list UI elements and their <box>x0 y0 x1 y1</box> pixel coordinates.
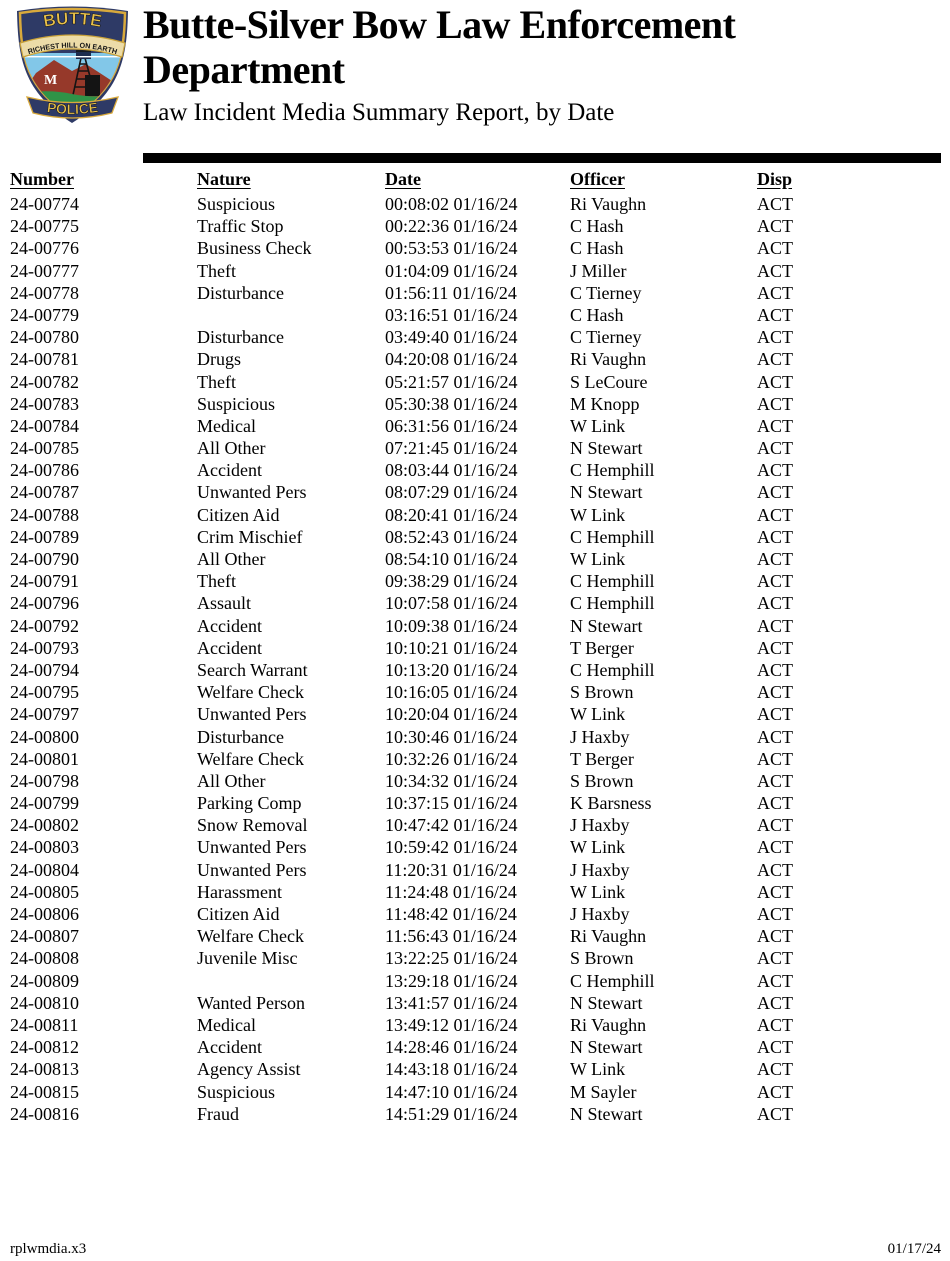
cell-date: 10:20:04 01/16/24 <box>385 704 518 725</box>
cell-number: 24-00805 <box>10 881 79 902</box>
cell-nature <box>197 304 385 326</box>
cell-date: 13:41:57 01/16/24 <box>385 992 518 1013</box>
cell-number: 24-00793 <box>10 637 79 658</box>
cell-number: 24-00775 <box>10 216 79 237</box>
cell-disp: ACT <box>757 704 793 725</box>
cell-officer: C Hash <box>570 216 624 237</box>
cell-number: 24-00809 <box>10 970 79 991</box>
cell-number: 24-00794 <box>10 659 79 680</box>
cell-number: 24-00816 <box>10 1103 79 1124</box>
cell-date: 04:20:08 01/16/24 <box>385 349 518 370</box>
cell-number: 24-00780 <box>10 327 79 348</box>
table-row <box>10 748 941 770</box>
cell-officer: T Berger <box>570 748 634 769</box>
cell-date: 13:22:25 01/16/24 <box>385 948 518 969</box>
cell-number: 24-00795 <box>10 682 79 703</box>
cell-date: 10:59:42 01/16/24 <box>385 837 518 858</box>
cell-disp: ACT <box>757 637 793 658</box>
cell-date: 08:20:41 01/16/24 <box>385 504 518 525</box>
cell-officer: K Barsness <box>570 793 652 814</box>
cell-number: 24-00799 <box>10 793 79 814</box>
table-row <box>10 260 941 282</box>
table-row <box>10 215 941 237</box>
cell-disp: ACT <box>757 793 793 814</box>
cell-disp: ACT <box>757 970 793 991</box>
table-row <box>10 836 941 858</box>
cell-nature: Fraud <box>197 1103 239 1124</box>
badge-police-text: POLICE <box>46 99 99 118</box>
cell-officer: W Link <box>570 704 626 725</box>
cell-nature: Disturbance <box>197 282 284 303</box>
cell-disp: ACT <box>757 837 793 858</box>
cell-date: 10:32:26 01/16/24 <box>385 748 518 769</box>
cell-date: 10:34:32 01/16/24 <box>385 770 518 791</box>
badge-banner-text: RICHEST HILL ON EARTH <box>26 40 119 57</box>
cell-officer: C Hash <box>570 238 624 259</box>
table-row <box>10 548 941 570</box>
cell-disp: ACT <box>757 349 793 370</box>
cell-officer: C Hemphill <box>570 526 655 547</box>
table-row <box>10 504 941 526</box>
table-row <box>10 393 941 415</box>
table-body <box>10 193 941 1125</box>
cell-nature: Suspicious <box>197 194 276 214</box>
cell-number: 24-00787 <box>10 482 79 503</box>
table-row <box>10 1103 941 1125</box>
cell-officer: Ri Vaughn <box>570 349 647 370</box>
table-row <box>10 481 941 503</box>
cell-disp: ACT <box>757 1037 793 1058</box>
cell-date: 13:49:12 01/16/24 <box>385 1014 518 1035</box>
footer-report-id: rplwmdia.x3 <box>10 1241 87 1257</box>
cell-number: 24-00800 <box>10 726 79 747</box>
cell-officer: S Brown <box>570 948 634 969</box>
cell-disp: ACT <box>757 748 793 769</box>
cell-number: 24-00813 <box>10 1059 79 1080</box>
cell-nature: Unwanted Pers <box>197 482 307 503</box>
cell-nature: Accident <box>197 460 262 481</box>
cell-date: 10:07:58 01/16/24 <box>385 593 518 614</box>
cell-nature: Disturbance <box>197 327 284 348</box>
cell-disp: ACT <box>757 815 793 836</box>
cell-nature: Medical <box>197 415 256 436</box>
cell-number: 24-00798 <box>10 770 79 791</box>
column-header-date: Date <box>385 169 421 189</box>
cell-date: 14:51:29 01/16/24 <box>385 1103 518 1124</box>
cell-nature: Harassment <box>197 881 282 902</box>
table-row <box>10 681 941 703</box>
cell-number: 24-00784 <box>10 415 79 436</box>
table-row <box>10 615 941 637</box>
cell-date: 05:30:38 01/16/24 <box>385 393 518 414</box>
table-row <box>10 903 941 925</box>
cell-number: 24-00802 <box>10 815 79 836</box>
cell-date: 03:49:40 01/16/24 <box>385 327 518 348</box>
cell-number: 24-00776 <box>10 238 79 259</box>
cell-number: 24-00790 <box>10 549 79 569</box>
cell-officer: J Miller <box>570 260 627 281</box>
cell-date: 08:54:10 01/16/24 <box>385 549 518 569</box>
badge-mine-building <box>85 75 100 96</box>
cell-disp: ACT <box>757 859 793 880</box>
cell-number: 24-00804 <box>10 859 79 880</box>
cell-disp: ACT <box>757 194 793 214</box>
table-row <box>10 193 941 215</box>
cell-date: 01:04:09 01/16/24 <box>385 260 518 281</box>
cell-disp: ACT <box>757 504 793 525</box>
cell-number: 24-00788 <box>10 504 79 525</box>
badge-top-text: BUTTE <box>41 8 104 31</box>
badge-headframe-top <box>76 51 91 59</box>
cell-number: 24-00797 <box>10 704 79 725</box>
column-header-disp: Disp <box>757 169 793 189</box>
cell-nature: Unwanted Pers <box>197 837 307 858</box>
cell-officer: Ri Vaughn <box>570 194 647 214</box>
cell-officer: M Knopp <box>570 393 640 414</box>
cell-date: 10:37:15 01/16/24 <box>385 793 518 814</box>
table-row <box>10 770 941 792</box>
footer-print-date: 01/17/24 <box>887 1241 941 1257</box>
cell-date: 10:30:46 01/16/24 <box>385 726 518 747</box>
cell-officer: C Hash <box>570 304 624 325</box>
cell-number: 24-00786 <box>10 460 79 481</box>
cell-officer: C Hemphill <box>570 460 655 481</box>
cell-disp: ACT <box>757 1103 793 1124</box>
cell-number: 24-00815 <box>10 1081 79 1102</box>
page-title <box>143 2 943 92</box>
cell-number: 24-00774 <box>10 194 79 214</box>
cell-officer: N Stewart <box>570 992 643 1013</box>
cell-nature: Medical <box>197 1014 256 1035</box>
cell-disp: ACT <box>757 238 793 259</box>
cell-number: 24-00808 <box>10 948 79 969</box>
incident-table <box>10 167 941 1125</box>
table-row <box>10 1058 941 1080</box>
cell-nature: Welfare Check <box>197 926 304 947</box>
cell-date: 03:16:51 01/16/24 <box>385 304 518 325</box>
cell-nature: Accident <box>197 615 262 636</box>
table-header-row <box>10 167 941 193</box>
cell-disp: ACT <box>757 1014 793 1035</box>
cell-date: 13:29:18 01/16/24 <box>385 970 518 991</box>
cell-nature: Juvenile Misc <box>197 948 298 969</box>
cell-officer: N Stewart <box>570 1037 643 1058</box>
cell-officer: T Berger <box>570 637 634 658</box>
cell-disp: ACT <box>757 371 793 392</box>
cell-date: 05:21:57 01/16/24 <box>385 371 518 392</box>
cell-disp: ACT <box>757 682 793 703</box>
cell-officer: Ri Vaughn <box>570 1014 647 1035</box>
table-row <box>10 1081 941 1103</box>
cell-number: 24-00791 <box>10 571 79 592</box>
cell-disp: ACT <box>757 948 793 969</box>
cell-nature: Theft <box>197 371 236 392</box>
cell-officer: N Stewart <box>570 615 643 636</box>
cell-nature: Disturbance <box>197 726 284 747</box>
cell-date: 11:48:42 01/16/24 <box>385 904 517 924</box>
cell-officer: C Hemphill <box>570 571 655 592</box>
cell-number: 24-00803 <box>10 837 79 858</box>
cell-officer: J Haxby <box>570 904 630 924</box>
table-row <box>10 592 941 614</box>
table-row <box>10 703 941 725</box>
cell-disp: ACT <box>757 526 793 547</box>
cell-date: 14:28:46 01/16/24 <box>385 1037 518 1058</box>
cell-date: 10:16:05 01/16/24 <box>385 682 518 703</box>
cell-date: 11:56:43 01/16/24 <box>385 926 517 947</box>
cell-officer: C Hemphill <box>570 659 655 680</box>
cell-disp: ACT <box>757 482 793 503</box>
cell-nature: Welfare Check <box>197 682 304 703</box>
cell-disp: ACT <box>757 216 793 237</box>
cell-nature: Unwanted Pers <box>197 859 307 880</box>
badge-white-line <box>14 56 131 57</box>
cell-nature: Agency Assist <box>197 1059 301 1080</box>
cell-number: 24-00781 <box>10 349 79 370</box>
cell-officer: S Brown <box>570 682 634 703</box>
table-row <box>10 637 941 659</box>
table-row <box>10 570 941 592</box>
column-header-number: Number <box>10 169 74 189</box>
cell-number: 24-00796 <box>10 593 79 614</box>
cell-officer: S Brown <box>570 770 634 791</box>
cell-officer: J Haxby <box>570 815 630 836</box>
cell-number: 24-00782 <box>10 371 79 392</box>
cell-number: 24-00785 <box>10 438 79 459</box>
cell-nature: Citizen Aid <box>197 504 280 525</box>
table-row <box>10 814 941 836</box>
cell-nature: All Other <box>197 438 266 459</box>
cell-number: 24-00811 <box>10 1014 79 1035</box>
page-title-line2: Department <box>143 47 345 92</box>
table-row <box>10 726 941 748</box>
cell-date: 08:07:29 01/16/24 <box>385 482 518 503</box>
cell-disp: ACT <box>757 282 793 303</box>
table-row <box>10 304 941 326</box>
cell-date: 10:13:20 01/16/24 <box>385 659 518 680</box>
cell-disp: ACT <box>757 615 793 636</box>
police-badge-icon <box>10 3 135 125</box>
table-row <box>10 925 941 947</box>
cell-nature: Citizen Aid <box>197 904 280 924</box>
cell-number: 24-00812 <box>10 1037 79 1058</box>
cell-date: 08:03:44 01/16/24 <box>385 460 518 481</box>
cell-number: 24-00792 <box>10 615 79 636</box>
cell-officer: N Stewart <box>570 1103 643 1124</box>
cell-number: 24-00806 <box>10 904 79 924</box>
cell-officer: W Link <box>570 1059 626 1080</box>
cell-officer: N Stewart <box>570 438 643 459</box>
cell-number: 24-00778 <box>10 282 79 303</box>
cell-officer: Ri Vaughn <box>570 926 647 947</box>
cell-nature: Business Check <box>197 238 312 259</box>
cell-date: 10:10:21 01/16/24 <box>385 637 518 658</box>
cell-date: 11:20:31 01/16/24 <box>385 859 517 880</box>
cell-date: 00:08:02 01/16/24 <box>385 194 518 214</box>
cell-disp: ACT <box>757 1059 793 1080</box>
cell-nature: Suspicious <box>197 393 276 414</box>
cell-officer: J Haxby <box>570 859 630 880</box>
column-header-nature: Nature <box>197 169 251 189</box>
table-row <box>10 415 941 437</box>
cell-nature: Parking Comp <box>197 793 302 814</box>
cell-nature: Wanted Person <box>197 992 306 1013</box>
cell-number: 24-00783 <box>10 393 79 414</box>
cell-date: 06:31:56 01/16/24 <box>385 415 518 436</box>
table-row <box>10 1014 941 1036</box>
table-row <box>10 437 941 459</box>
cell-nature: Unwanted Pers <box>197 704 307 725</box>
cell-date: 10:09:38 01/16/24 <box>385 615 518 636</box>
cell-disp: ACT <box>757 992 793 1013</box>
table-row <box>10 970 941 992</box>
page-title-line1: Butte-Silver Bow Law Enforcement <box>143 2 736 47</box>
cell-officer: C Tierney <box>570 282 642 303</box>
cell-date: 09:38:29 01/16/24 <box>385 571 518 592</box>
cell-disp: ACT <box>757 659 793 680</box>
cell-nature: Traffic Stop <box>197 216 284 237</box>
cell-nature: Snow Removal <box>197 815 308 836</box>
cell-officer: W Link <box>570 837 626 858</box>
table-row <box>10 326 941 348</box>
cell-disp: ACT <box>757 904 793 924</box>
cell-date: 00:53:53 01/16/24 <box>385 238 518 259</box>
cell-nature: Suspicious <box>197 1081 276 1102</box>
table-row <box>10 282 941 304</box>
table-row <box>10 348 941 370</box>
badge-police-text-path <box>46 99 99 117</box>
cell-officer: M Sayler <box>570 1081 637 1102</box>
cell-officer: C Tierney <box>570 327 642 348</box>
table-row <box>10 371 941 393</box>
cell-disp: ACT <box>757 327 793 348</box>
table-row <box>10 992 941 1014</box>
table-row <box>10 1036 941 1058</box>
cell-disp: ACT <box>757 726 793 747</box>
cell-date: 07:21:45 01/16/24 <box>385 438 518 459</box>
report-subtitle: Law Incident Media Summary Report, by Date <box>143 99 615 126</box>
cell-officer: N Stewart <box>570 482 643 503</box>
cell-disp: ACT <box>757 926 793 947</box>
cell-disp: ACT <box>757 304 793 325</box>
cell-officer: C Hemphill <box>570 970 655 991</box>
cell-number: 24-00777 <box>10 260 79 281</box>
table-row <box>10 792 941 814</box>
cell-nature <box>197 970 385 992</box>
cell-date: 00:22:36 01/16/24 <box>385 216 518 237</box>
cell-officer: W Link <box>570 504 626 525</box>
cell-disp: ACT <box>757 438 793 459</box>
cell-officer: W Link <box>570 549 626 569</box>
cell-date: 08:52:43 01/16/24 <box>385 526 518 547</box>
cell-disp: ACT <box>757 415 793 436</box>
badge-mountain-letter: M <box>44 73 58 88</box>
table-row <box>10 947 941 969</box>
cell-nature: All Other <box>197 549 266 569</box>
column-header-officer: Officer <box>570 169 625 189</box>
cell-disp: ACT <box>757 593 793 614</box>
cell-disp: ACT <box>757 881 793 902</box>
cell-nature: Accident <box>197 1037 262 1058</box>
cell-number: 24-00807 <box>10 926 79 947</box>
cell-officer: W Link <box>570 415 626 436</box>
cell-date: 14:47:10 01/16/24 <box>385 1081 518 1102</box>
cell-nature: Assault <box>197 593 251 614</box>
cell-nature: Theft <box>197 571 236 592</box>
cell-nature: Search Warrant <box>197 659 308 680</box>
table-row <box>10 237 941 259</box>
cell-disp: ACT <box>757 1081 793 1102</box>
table-row <box>10 859 941 881</box>
cell-nature: Drugs <box>197 349 241 370</box>
table-row <box>10 526 941 548</box>
table-row <box>10 881 941 903</box>
cell-date: 01:56:11 01/16/24 <box>385 282 517 303</box>
cell-disp: ACT <box>757 571 793 592</box>
cell-disp: ACT <box>757 260 793 281</box>
cell-disp: ACT <box>757 393 793 414</box>
table-row <box>10 459 941 481</box>
cell-nature: Crim Mischief <box>197 526 303 547</box>
badge-top-text-path <box>42 9 103 31</box>
cell-disp: ACT <box>757 549 793 569</box>
table-row <box>10 659 941 681</box>
cell-officer: J Haxby <box>570 726 630 747</box>
cell-nature: All Other <box>197 770 266 791</box>
cell-date: 11:24:48 01/16/24 <box>385 881 517 902</box>
butte-police-badge-logo <box>10 3 135 125</box>
cell-date: 10:47:42 01/16/24 <box>385 815 518 836</box>
header-divider-bar <box>143 153 941 163</box>
cell-number: 24-00789 <box>10 526 79 547</box>
cell-nature: Accident <box>197 637 262 658</box>
header-title-block <box>143 2 943 127</box>
cell-nature: Welfare Check <box>197 748 304 769</box>
cell-date: 14:43:18 01/16/24 <box>385 1059 518 1080</box>
cell-number: 24-00810 <box>10 992 79 1013</box>
cell-officer: S LeCoure <box>570 371 648 392</box>
cell-disp: ACT <box>757 770 793 791</box>
cell-officer: W Link <box>570 881 626 902</box>
cell-officer: C Hemphill <box>570 593 655 614</box>
cell-number: 24-00779 <box>10 304 79 325</box>
cell-nature: Theft <box>197 260 236 281</box>
cell-number: 24-00801 <box>10 748 79 769</box>
cell-disp: ACT <box>757 460 793 481</box>
